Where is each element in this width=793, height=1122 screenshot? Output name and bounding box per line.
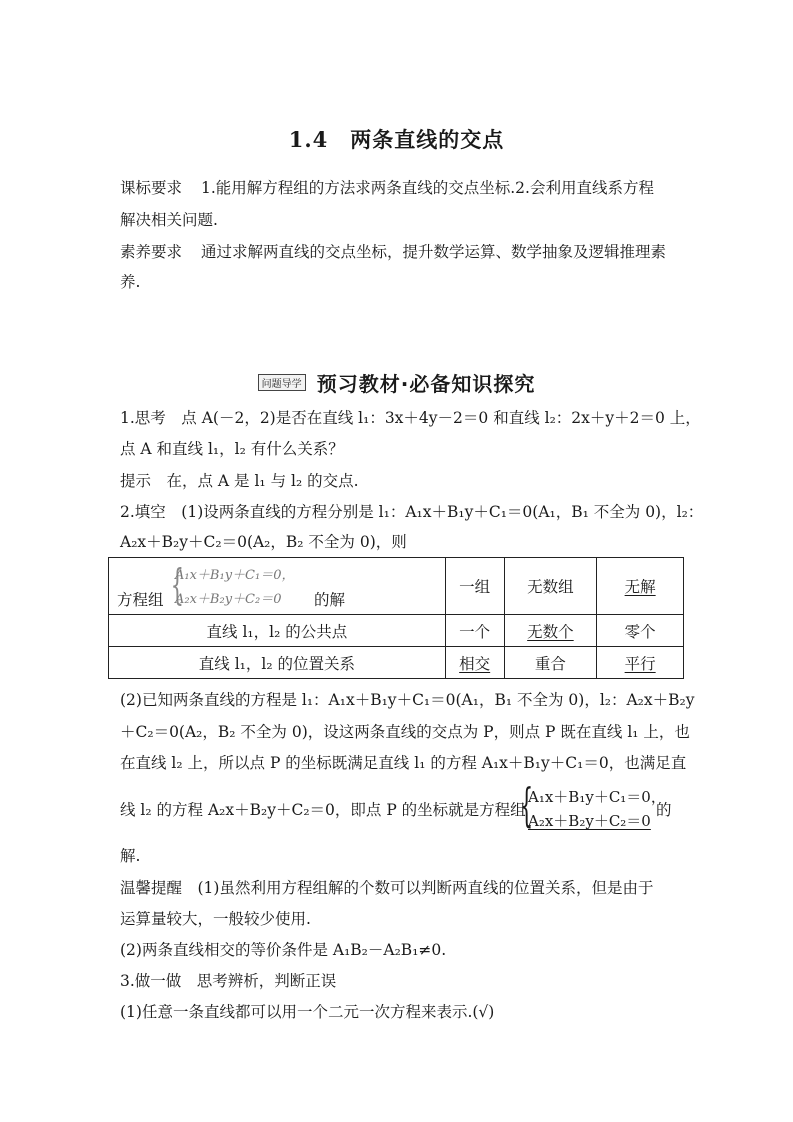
system-equation-2: A₂x＋B₂y＋C₂＝0 [175,592,282,607]
literacy-text: 通过求解两直线的交点坐标，提升数学运算、数学抽象及逻辑推理素 [200,243,666,261]
table-cell-answer: 平行 [624,654,656,673]
table-cell: 直线 l₁，l₂ 的位置关系 [109,647,446,679]
tip-line-2: 运算量较大，一般较少使用. [120,910,311,928]
table-cell: 零个 [597,615,684,647]
requirement-text: 1.能用解方程组的方法求两条直线的交点坐标.2.会利用直线系方程 [200,179,654,197]
system-tail: 的解 [314,591,346,609]
section-tag: 问题导学 [258,374,306,391]
question2b-line-1: (2)已知两条直线的方程是 l₁：A₁x＋B₁y＋C₁＝0(A₁，B₁ 不全为 0)，l₂：A₂x＋B₂y [120,691,695,709]
question2-line-2: A₂x＋B₂y＋C₂＝0(A₂，B₂ 不全为 0)，则 [120,533,407,551]
question1-line-1: 1.思考 点 A(－2，2)是否在直线 l₁：3x＋4y－2＝0 和直线 l₂：2x＋y＋2＝0 上， [120,409,701,427]
question2b-line-4: 线 l₂ 的方程 A₂x＋B₂y＋C₂＝0，即点 P 的坐标就是方程组 [120,801,526,819]
page-title: 1.4 两条直线的交点 [288,127,505,152]
literacy-label: 素养要求 [120,243,183,261]
table-cell: 直线 l₁，l₂ 的公共点 [109,615,446,647]
brace-icon: { [520,778,534,832]
table-cell-wrap [597,647,684,679]
question2b-line-3: 在直线 l₂ 上，所以点 P 的坐标既满足直线 l₁ 的方程 A₁x＋B₁y＋C₁＝0，也满足直 [120,754,687,772]
question2-line-1: 2.填空 (1)设两条直线的方程分别是 l₁：A₁x＋B₁y＋C₁＝0(A₁，B₁ 不全为 0)，l₂： [120,503,704,521]
table-cell-wrap [597,558,684,615]
system-label: 方程组 [117,591,164,609]
question1-line-2: 点 A 和直线 l₁，l₂ 有什么关系？ [120,440,344,458]
inline-equation-system [520,778,666,832]
requirement-line-1 [120,178,654,198]
equation-system [109,558,445,614]
table-cell-system [109,558,446,615]
question2b-line-4-tail: 的 [656,801,672,819]
question3-line-2: (1)任意一条直线都可以用一个二元一次方程来表示.(√) [120,1003,495,1021]
question2b-line-5: 解. [120,847,141,865]
brace-icon: { [170,560,185,609]
question3-line-1: 3.做一做 思考辨析，判断正误 [120,972,337,990]
table-cell-wrap [445,647,504,679]
relation-table [108,557,684,679]
table-cell-wrap [504,615,597,647]
literacy-line-1 [120,242,666,262]
table-row [109,615,684,647]
tip-line-1: 温馨提醒 (1)虽然利用方程组解的个数可以判断两直线的位置关系，但是由于 [120,879,654,897]
requirement-label: 课标要求 [120,179,183,197]
section-title: 预习教材·必备知识探究 [316,372,536,396]
inline-equation-1: A₁x＋B₁y＋C₁＝0， [528,788,666,806]
question1-answer: 提示 在，点 A 是 l₁ 与 l₂ 的交点. [120,472,359,490]
literacy-line-2: 养. [120,273,141,291]
inline-equation-2: A₂x＋B₂y＋C₂＝0 [528,812,651,830]
table-cell: 无数组 [504,558,597,615]
system-equation-1: A₁x＋B₁y＋C₁＝0， [175,568,295,583]
question2b-line-2: ＋C₂＝0(A₂，B₂ 不全为 0)，设这两条直线的交点为 P，则点 P 既在直线 l₁ 上，也 [120,723,690,741]
table-cell: 一个 [445,615,504,647]
table-cell-answer: 无数个 [527,622,574,641]
section-header [0,368,793,397]
table-cell-answer: 相交 [459,654,491,673]
tip-line-3: (2)两条直线相交的等价条件是 A₁B₂－A₂B₁≠0. [120,941,447,959]
table-cell: 重合 [504,647,597,679]
table-cell-answer: 无解 [624,578,656,596]
table-row [109,558,684,615]
requirement-line-2: 解决相关问题. [120,211,218,229]
table-cell: 一组 [445,558,504,615]
table-row [109,647,684,679]
